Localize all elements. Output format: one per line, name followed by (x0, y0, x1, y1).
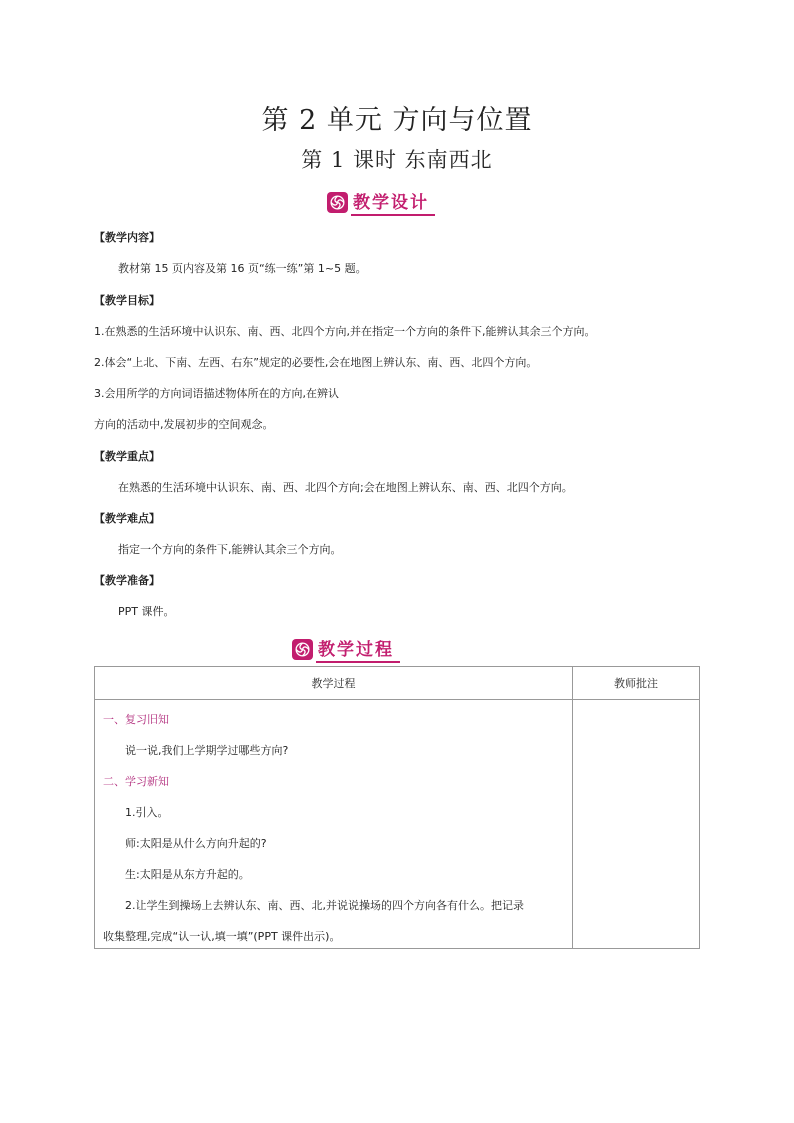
key-points-text: 在熟悉的生活环境中认识东、南、西、北四个方向;会在地图上辨认东、南、西、北四个方向。 (118, 481, 573, 494)
teaching-process-banner (292, 637, 400, 661)
unit-title: 第 2 单元 方向与位置 (261, 105, 533, 136)
banner-text: 教学过程 (316, 635, 400, 663)
goal-2: 2.体会“上北、下南、左西、右东”规定的必要性,会在地图上辨认东、南、西、北四个方向。 (94, 356, 538, 369)
review-heading: 一、复习旧知 (103, 713, 169, 726)
goals-heading: 【教学目标】 (94, 294, 160, 307)
process-cell (95, 700, 573, 949)
flower-icon (292, 639, 313, 660)
student-answer: 生:太阳是从东方升起的。 (125, 868, 250, 881)
flower-icon (327, 192, 348, 213)
goal-1: 1.在熟悉的生活环境中认识东、南、西、北四个方向,并在指定一个方向的条件下,能辨认其余三个方向。 (94, 325, 596, 338)
table-header-row (95, 667, 700, 700)
process-column-header: 教学过程 (95, 667, 573, 700)
difficulty-heading: 【教学难点】 (94, 512, 160, 525)
key-points-heading: 【教学重点】 (94, 450, 160, 463)
table-row (95, 700, 700, 949)
content-heading: 【教学内容】 (94, 231, 160, 244)
difficulty-text: 指定一个方向的条件下,能辨认其余三个方向。 (118, 543, 342, 556)
goal-3b: 方向的活动中,发展初步的空间观念。 (94, 418, 274, 431)
lesson-title: 第 1 课时 东南西北 (301, 148, 493, 172)
intro-step: 1.引入。 (125, 806, 169, 819)
preparation-text: PPT 课件。 (118, 605, 175, 618)
new-knowledge-heading: 二、学习新知 (103, 775, 169, 788)
notes-column-header: 教师批注 (573, 667, 700, 700)
review-question: 说一说,我们上学期学过哪些方向? (125, 744, 289, 757)
step-2-line-1: 2.让学生到操场上去辨认东、南、西、北,并说说操场的四个方向各有什么。把记录 (125, 899, 524, 912)
banner-text: 教学设计 (351, 188, 435, 216)
goal-3a: 3.会用所学的方向词语描述物体所在的方向,在辨认 (94, 387, 339, 400)
teacher-question: 师:太阳是从什么方向升起的? (125, 837, 267, 850)
step-2-line-2: 收集整理,完成“认一认,填一填”(PPT 课件出示)。 (103, 930, 341, 943)
preparation-heading: 【教学准备】 (94, 574, 160, 587)
teaching-design-banner (327, 190, 435, 214)
teacher-notes-cell (573, 700, 700, 949)
teaching-process-table (94, 666, 700, 949)
content-text: 教材第 15 页内容及第 16 页“练一练”第 1~5 题。 (118, 262, 367, 275)
